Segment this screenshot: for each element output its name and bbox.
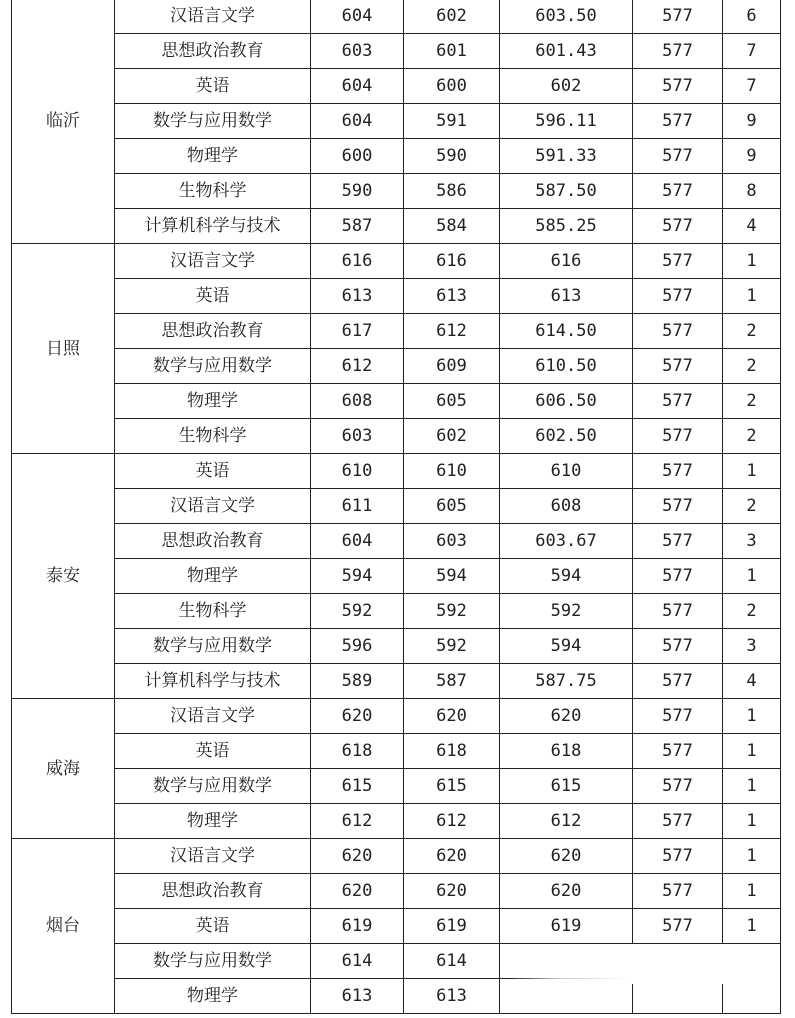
min-score-cell: 613 — [404, 279, 500, 314]
control-line-cell: 577 — [633, 664, 723, 699]
max-score-cell: 614 — [311, 944, 404, 979]
table-row — [12, 0, 781, 34]
min-score-cell: 592 — [404, 629, 500, 664]
major-cell: 英语 — [115, 734, 311, 769]
major-cell: 汉语言文学 — [115, 839, 311, 874]
major-cell: 英语 — [115, 454, 311, 489]
table-row — [12, 769, 781, 804]
max-score-cell: 615 — [311, 769, 404, 804]
major-cell: 英语 — [115, 909, 311, 944]
control-line-cell: 577 — [633, 314, 723, 349]
min-score-cell: 612 — [404, 804, 500, 839]
max-score-cell: 600 — [311, 139, 404, 174]
major-cell: 汉语言文学 — [115, 244, 311, 279]
control-line-cell: 577 — [633, 594, 723, 629]
table-row — [12, 139, 781, 174]
max-score-cell: 590 — [311, 174, 404, 209]
admitted-count-cell — [723, 944, 781, 979]
control-line-cell: 577 — [633, 244, 723, 279]
admitted-count-cell — [723, 979, 781, 1014]
control-line-cell: 577 — [633, 0, 723, 34]
max-score-cell: 620 — [311, 699, 404, 734]
avg-score-cell: 585.25 — [500, 209, 633, 244]
avg-score-cell: 620 — [500, 699, 633, 734]
region-cell: 日照 — [12, 244, 115, 454]
avg-score-cell: 619 — [500, 909, 633, 944]
avg-score-cell: 608 — [500, 489, 633, 524]
min-score-cell: 620 — [404, 874, 500, 909]
max-score-cell: 603 — [311, 419, 404, 454]
region-cell: 威海 — [12, 699, 115, 839]
admitted-count-cell: 4 — [723, 209, 781, 244]
avg-score-cell: 594 — [500, 559, 633, 594]
major-cell: 思想政治教育 — [115, 874, 311, 909]
major-cell: 思想政治教育 — [115, 524, 311, 559]
max-score-cell: 604 — [311, 524, 404, 559]
score-table-body — [12, 0, 781, 1014]
admitted-count-cell: 1 — [723, 839, 781, 874]
major-cell: 物理学 — [115, 979, 311, 1014]
table-row — [12, 734, 781, 769]
avg-score-cell: 602 — [500, 69, 633, 104]
major-cell: 英语 — [115, 69, 311, 104]
region-cell: 泰安 — [12, 454, 115, 699]
table-row — [12, 944, 781, 979]
admitted-count-cell: 1 — [723, 244, 781, 279]
major-cell: 数学与应用数学 — [115, 769, 311, 804]
max-score-cell: 604 — [311, 104, 404, 139]
max-score-cell: 620 — [311, 874, 404, 909]
avg-score-cell: 615 — [500, 769, 633, 804]
score-table — [11, 0, 781, 1014]
avg-score-cell: 614.50 — [500, 314, 633, 349]
table-row — [12, 174, 781, 209]
major-cell: 数学与应用数学 — [115, 349, 311, 384]
avg-score-cell: 620 — [500, 839, 633, 874]
min-score-cell: 590 — [404, 139, 500, 174]
admitted-count-cell: 2 — [723, 489, 781, 524]
admitted-count-cell: 7 — [723, 34, 781, 69]
min-score-cell: 586 — [404, 174, 500, 209]
major-cell: 物理学 — [115, 559, 311, 594]
min-score-cell: 600 — [404, 69, 500, 104]
major-cell: 物理学 — [115, 804, 311, 839]
admitted-count-cell: 2 — [723, 419, 781, 454]
table-row — [12, 629, 781, 664]
max-score-cell: 596 — [311, 629, 404, 664]
admitted-count-cell: 1 — [723, 769, 781, 804]
control-line-cell: 577 — [633, 384, 723, 419]
control-line-cell: 577 — [633, 349, 723, 384]
major-cell: 生物科学 — [115, 419, 311, 454]
avg-score-cell: 613 — [500, 279, 633, 314]
admitted-count-cell: 2 — [723, 384, 781, 419]
admitted-count-cell: 1 — [723, 734, 781, 769]
min-score-cell: 614 — [404, 944, 500, 979]
table-row — [12, 314, 781, 349]
control-line-cell: 577 — [633, 454, 723, 489]
max-score-cell: 617 — [311, 314, 404, 349]
max-score-cell: 594 — [311, 559, 404, 594]
control-line-cell: 577 — [633, 839, 723, 874]
min-score-cell: 609 — [404, 349, 500, 384]
control-line-cell — [633, 979, 723, 1014]
table-row — [12, 489, 781, 524]
table-row — [12, 699, 781, 734]
major-cell: 生物科学 — [115, 174, 311, 209]
min-score-cell: 603 — [404, 524, 500, 559]
control-line-cell: 577 — [633, 699, 723, 734]
min-score-cell: 612 — [404, 314, 500, 349]
table-row — [12, 909, 781, 944]
region-cell: 临沂 — [12, 0, 115, 244]
max-score-cell: 589 — [311, 664, 404, 699]
max-score-cell: 616 — [311, 244, 404, 279]
admitted-count-cell: 3 — [723, 524, 781, 559]
min-score-cell: 620 — [404, 839, 500, 874]
table-row — [12, 664, 781, 699]
control-line-cell: 577 — [633, 769, 723, 804]
max-score-cell: 612 — [311, 349, 404, 384]
table-row — [12, 104, 781, 139]
control-line-cell: 577 — [633, 419, 723, 454]
max-score-cell: 608 — [311, 384, 404, 419]
max-score-cell: 612 — [311, 804, 404, 839]
min-score-cell: 591 — [404, 104, 500, 139]
major-cell: 物理学 — [115, 139, 311, 174]
max-score-cell: 613 — [311, 979, 404, 1014]
admitted-count-cell: 2 — [723, 349, 781, 384]
control-line-cell: 577 — [633, 209, 723, 244]
control-line-cell: 577 — [633, 104, 723, 139]
admitted-count-cell: 1 — [723, 804, 781, 839]
major-cell: 生物科学 — [115, 594, 311, 629]
max-score-cell: 619 — [311, 909, 404, 944]
admitted-count-cell: 1 — [723, 279, 781, 314]
max-score-cell: 610 — [311, 454, 404, 489]
admitted-count-cell: 2 — [723, 594, 781, 629]
max-score-cell: 587 — [311, 209, 404, 244]
table-row — [12, 874, 781, 909]
control-line-cell: 577 — [633, 139, 723, 174]
avg-score-cell: 610.50 — [500, 349, 633, 384]
admitted-count-cell: 3 — [723, 629, 781, 664]
avg-score-cell: 606.50 — [500, 384, 633, 419]
avg-score-cell: 591.33 — [500, 139, 633, 174]
admitted-count-cell: 4 — [723, 664, 781, 699]
avg-score-cell: 603.50 — [500, 0, 633, 34]
min-score-cell: 594 — [404, 559, 500, 594]
major-cell: 思想政治教育 — [115, 34, 311, 69]
max-score-cell: 613 — [311, 279, 404, 314]
max-score-cell: 604 — [311, 69, 404, 104]
min-score-cell: 610 — [404, 454, 500, 489]
major-cell: 数学与应用数学 — [115, 944, 311, 979]
min-score-cell: 601 — [404, 34, 500, 69]
control-line-cell: 577 — [633, 629, 723, 664]
major-cell: 计算机科学与技术 — [115, 664, 311, 699]
min-score-cell: 602 — [404, 419, 500, 454]
admitted-count-cell: 1 — [723, 559, 781, 594]
avg-score-cell: 596.11 — [500, 104, 633, 139]
control-line-cell: 577 — [633, 734, 723, 769]
admitted-count-cell: 1 — [723, 454, 781, 489]
avg-score-cell: 610 — [500, 454, 633, 489]
major-cell: 汉语言文学 — [115, 489, 311, 524]
table-row — [12, 384, 781, 419]
max-score-cell: 604 — [311, 0, 404, 34]
control-line-cell: 577 — [633, 174, 723, 209]
admitted-count-cell: 6 — [723, 0, 781, 34]
min-score-cell: 602 — [404, 0, 500, 34]
major-cell: 计算机科学与技术 — [115, 209, 311, 244]
max-score-cell: 620 — [311, 839, 404, 874]
table-row — [12, 454, 781, 489]
min-score-cell: 615 — [404, 769, 500, 804]
table-row — [12, 69, 781, 104]
table-row — [12, 524, 781, 559]
min-score-cell: 592 — [404, 594, 500, 629]
admitted-count-cell: 9 — [723, 139, 781, 174]
major-cell: 英语 — [115, 279, 311, 314]
avg-score-cell: 616 — [500, 244, 633, 279]
control-line-cell: 577 — [633, 874, 723, 909]
table-row — [12, 979, 781, 1014]
control-line-cell: 577 — [633, 489, 723, 524]
control-line-cell: 577 — [633, 524, 723, 559]
min-score-cell: 619 — [404, 909, 500, 944]
control-line-cell: 577 — [633, 909, 723, 944]
table-row — [12, 594, 781, 629]
avg-score-cell: 587.75 — [500, 664, 633, 699]
region-cell: 烟台 — [12, 839, 115, 1014]
table-row — [12, 244, 781, 279]
control-line-cell — [633, 944, 723, 979]
control-line-cell: 577 — [633, 804, 723, 839]
admitted-count-cell: 1 — [723, 909, 781, 944]
min-score-cell: 587 — [404, 664, 500, 699]
avg-score-cell: 602.50 — [500, 419, 633, 454]
avg-score-cell: 592 — [500, 594, 633, 629]
avg-score-cell: 618 — [500, 734, 633, 769]
table-row — [12, 209, 781, 244]
control-line-cell: 577 — [633, 279, 723, 314]
control-line-cell: 577 — [633, 559, 723, 594]
admitted-count-cell: 1 — [723, 874, 781, 909]
avg-score-cell: 594 — [500, 629, 633, 664]
major-cell: 数学与应用数学 — [115, 104, 311, 139]
avg-score-cell: 587.50 — [500, 174, 633, 209]
max-score-cell: 618 — [311, 734, 404, 769]
max-score-cell: 592 — [311, 594, 404, 629]
control-line-cell: 577 — [633, 34, 723, 69]
admitted-count-cell: 2 — [723, 314, 781, 349]
table-row — [12, 804, 781, 839]
min-score-cell: 616 — [404, 244, 500, 279]
min-score-cell: 620 — [404, 699, 500, 734]
avg-score-cell: 603.67 — [500, 524, 633, 559]
table-row — [12, 419, 781, 454]
major-cell: 数学与应用数学 — [115, 629, 311, 664]
table-row — [12, 559, 781, 594]
major-cell: 汉语言文学 — [115, 699, 311, 734]
major-cell: 思想政治教育 — [115, 314, 311, 349]
avg-score-cell: 620 — [500, 874, 633, 909]
avg-score-cell — [500, 979, 633, 1014]
min-score-cell: 613 — [404, 979, 500, 1014]
avg-score-cell: 601.43 — [500, 34, 633, 69]
avg-score-cell — [500, 944, 633, 979]
major-cell: 物理学 — [115, 384, 311, 419]
admitted-count-cell: 7 — [723, 69, 781, 104]
control-line-cell: 577 — [633, 69, 723, 104]
avg-score-cell: 612 — [500, 804, 633, 839]
admitted-count-cell: 9 — [723, 104, 781, 139]
admitted-count-cell: 8 — [723, 174, 781, 209]
major-cell: 汉语言文学 — [115, 0, 311, 34]
min-score-cell: 584 — [404, 209, 500, 244]
admitted-count-cell: 1 — [723, 699, 781, 734]
table-row — [12, 349, 781, 384]
table-row — [12, 839, 781, 874]
table-row — [12, 34, 781, 69]
min-score-cell: 605 — [404, 384, 500, 419]
min-score-cell: 605 — [404, 489, 500, 524]
max-score-cell: 611 — [311, 489, 404, 524]
table-row — [12, 279, 781, 314]
max-score-cell: 603 — [311, 34, 404, 69]
min-score-cell: 618 — [404, 734, 500, 769]
